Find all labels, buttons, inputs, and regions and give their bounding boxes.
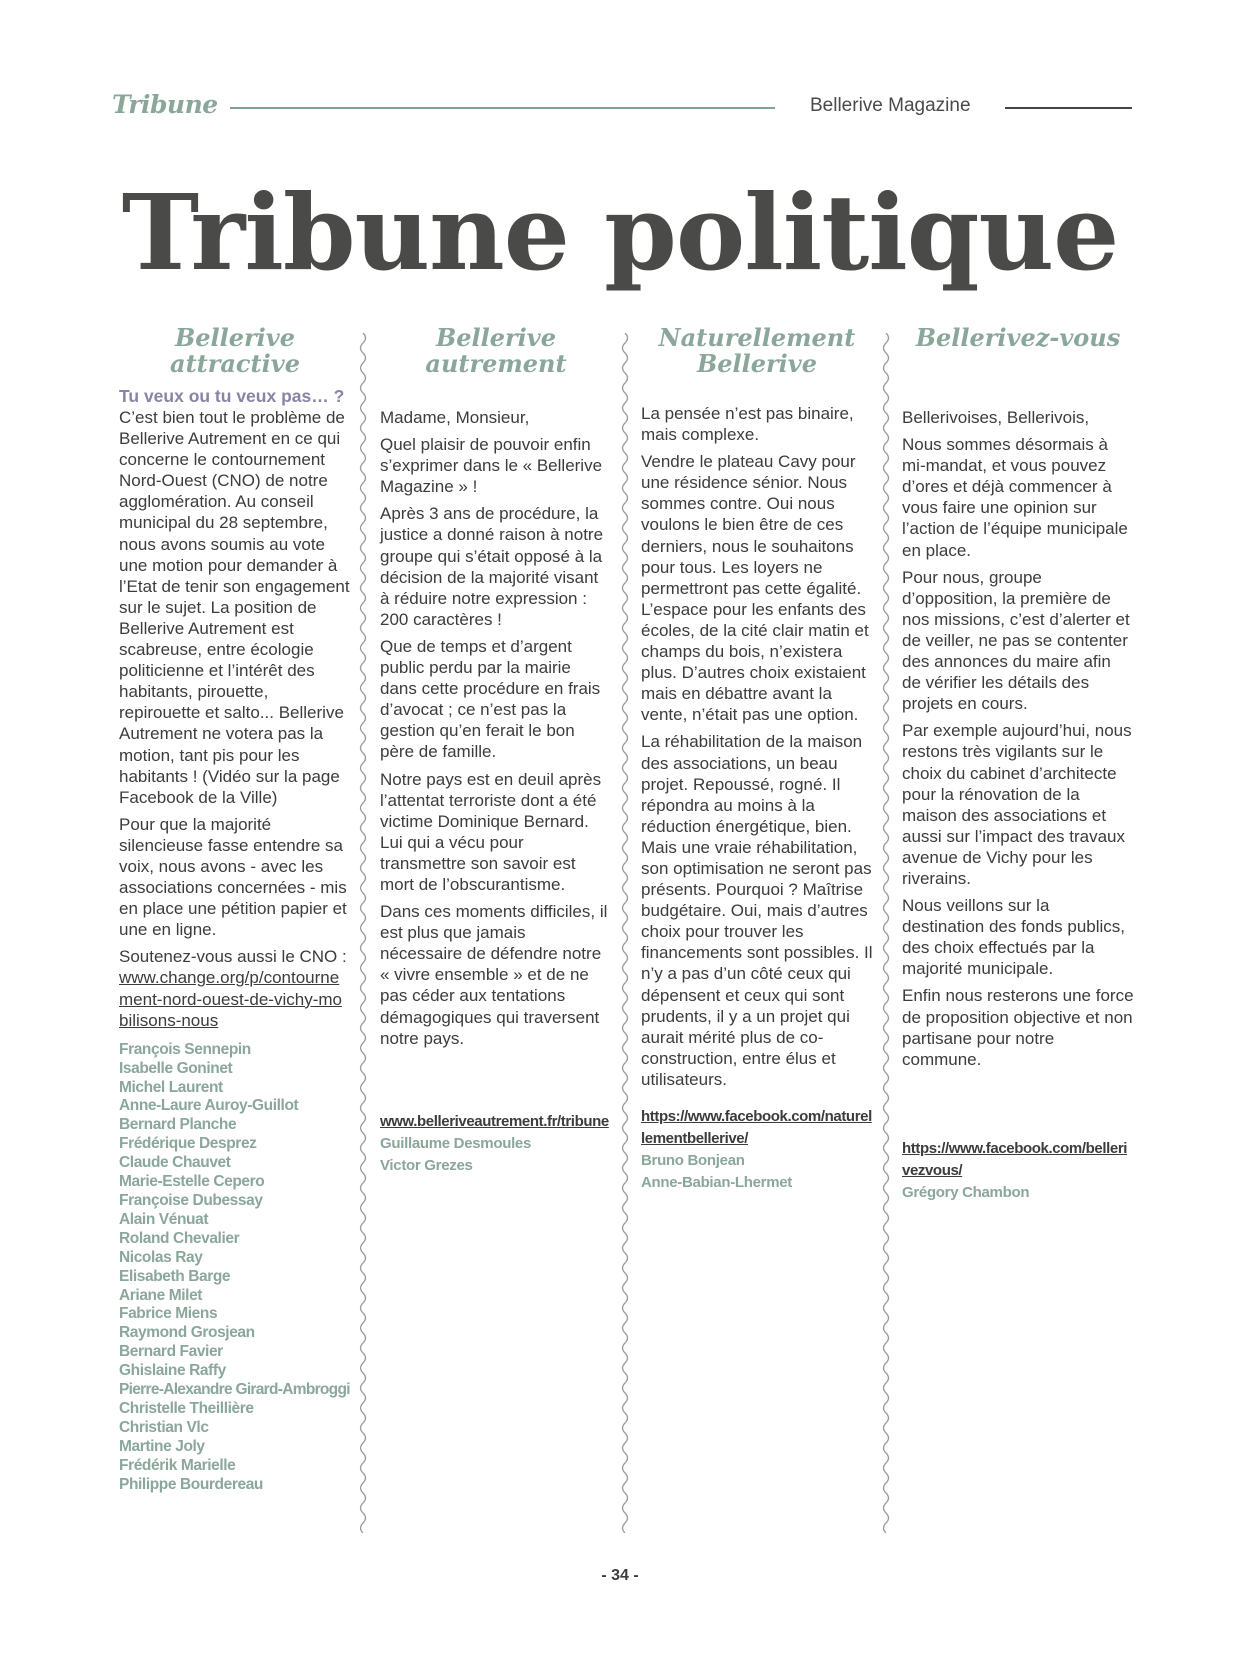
signatory: Françoise Dubessay [119,1191,263,1209]
section-tag: Tribune [112,90,218,119]
paragraph: La réhabilitation de la maison des associations, un beau projet. Repoussé, rogné. Il répondra au moins à la réduction énergétique, bien. Mais une vraie réhabilitation, son optimisation ne seront pas présents. Pourquoi ? Maîtrise budgétaire. Oui, mais d’autres choix pour trouver les financements sont possibles. Il n’y a pas d’un côté ceux qui dépensent et ceux qui sont prudents, il y a un projet qui aurait mérité plus de co-construction, entre élus et utilisateurs. [641,732,873,1089]
paragraph: Quel plaisir de pouvoir enfin s’exprimer dans le « Bellerive Magazine » ! [380,435,603,497]
signatory: Christian Vlc [119,1418,209,1436]
column-body [380,407,612,1177]
paragraph: Que de temps et d’argent public perdu par la mairie dans cette procédure en frais d’avocat ; ce n’est pas la gestion qu’en ferait le bon père de famille. [380,636,601,762]
paragraph: Nous veillons sur la destination des fonds publics, des choix effectués par la majorité municipale. [902,896,1126,979]
paragraph: Pour nous, groupe d’opposition, la première de nos missions, c’est d’alerter et de veiller, ne pas se contenter des annonces du maire afin de vérifier les détails des projets en cours. [902,567,1130,714]
signatory: Martine Joly [119,1437,205,1455]
paragraph: Vendre le plateau Cavy pour une résidence sénior. Nous sommes contre. Oui nous voulons le bien être de ces derniers, nous le souhaitons pour tous. Les loyers ne permettront pas cette égalité. L’espace pour les enfants des écoles, de la cité clair matin et champs du bois, n’existera plus. D’autres choix existaient mais en débattre avant la vente, n’était pas une option. [641,452,869,725]
signatories-list [119,1041,351,1495]
signatory: Elisabeth Barge [119,1267,231,1285]
group-name: Bellerivez-vous [915,323,1121,352]
column-divider [356,333,370,1533]
signatory: Claude Chauvet [119,1154,231,1172]
paragraph: Enfin nous resterons une force de proposition objective et non partisane pour notre commune. [902,986,1134,1069]
signatory: Frédérique Desprez [119,1135,257,1153]
paragraph: Après 3 ans de procédure, la justice a donné raison à notre groupe qui s’était opposé à la décision de la majorité visant à réduire notre expression : 200 caractères ! [380,504,604,629]
group-name: Bellerive attractive [170,323,300,378]
signatory: Roland Chevalier [119,1229,240,1247]
signatory: Ariane Milet [119,1286,203,1304]
signatory: François Sennepin [119,1040,251,1058]
signatory: Victor Grezes [380,1156,473,1174]
signatory: Anne-Laure Auroy-Guillot [119,1097,299,1115]
column-bellerive-autrement [380,325,612,1177]
page-title: Tribune politique [121,171,1119,294]
column-naturellement-bellerive [641,325,873,1194]
signatory: Frédérik Marielle [119,1456,236,1474]
signatory: Isabelle Goninet [119,1059,233,1077]
column-bellerive-attractive [119,325,351,1494]
signatory: Alain Vénuat [119,1210,209,1228]
paragraph: Notre pays est en deuil après l’attentat terroriste dont a été victime Dominique Bernard. Lui qui a vécu pour transmettre son savoir est mort de l’obscurantisme. [380,769,602,894]
paragraph: La pensée n’est pas binaire, mais complexe. [641,404,854,445]
signatory: Raymond Grosjean [119,1324,255,1342]
support-paragraph [119,946,351,1030]
signature-block [380,1111,612,1177]
signature-block [641,1106,873,1194]
signatory: Nicolas Ray [119,1248,203,1266]
group-name: Naturellement Bellerive [658,323,856,378]
signatory: Grégory Chambon [902,1183,1030,1201]
signature-block [902,1138,1134,1204]
signatory: Pierre-Alexandre Girard-Ambroggi [119,1381,350,1399]
signatory: Fabrice Miens [119,1305,218,1323]
page-header [0,90,1240,130]
paragraph: C’est bien tout le problème de Bellerive Autrement en ce qui concerne le contournement Nord-Ouest (CNO) de notre agglomération. Au conseil municipal du 28 septembre, nous avons soumis au vote une motion pour demander à l’Etat de tenir son engagement sur le sujet. La position de Bellerive Autrement est scabreuse, entre écologie politicienne et l’intérêt des habitants, pirouette, repirouette et salto... Bellerive Autrement ne votera pas la motion, tant pis pour les habitants ! (Vidéo sur la page Facebook de la Ville) [119,408,350,807]
paragraph: Bellerivoises, Bellerivois, [902,408,1090,427]
signatory: Guillaume Desmoules [380,1134,532,1152]
column-body [119,385,351,1494]
column-bellerivez-vous [902,325,1134,1204]
signatory: Bruno Bonjean [641,1152,745,1169]
column-divider [618,333,632,1533]
page-number: - 34 - [601,1567,639,1584]
signatory: Ghislaine Raffy [119,1362,226,1380]
petition-link[interactable]: www.change.org/p/contournement-nord-ouest-de-vichy-mobilisons-nous [119,968,342,1030]
intro-question: Tu veux ou tu veux pas… ? [119,386,345,406]
header-rule-left [230,107,775,109]
signatory: Bernard Favier [119,1343,223,1361]
facebook-link[interactable]: https://www.facebook.com/naturellementbellerive/ [641,1108,872,1147]
paragraph: Pour que la majorité silencieuse fasse entendre sa voix, nous avons - avec les associations concernées - mis en place une pétition papier et une en ligne. [119,814,347,940]
support-text: Soutenez-vous aussi le CNO : [119,947,347,967]
magazine-name: Bellerive Magazine [810,95,971,116]
paragraph: Madame, Monsieur, [380,408,530,427]
signatory: Marie-Estelle Cepero [119,1173,265,1191]
signatory: Philippe Bourdereau [119,1475,263,1493]
group-name: Bellerive autrement [425,323,567,378]
header-rule-right [1005,107,1132,109]
signatory: Michel Laurent [119,1078,223,1096]
signatory: Bernard Planche [119,1116,237,1134]
column-body [641,403,873,1194]
paragraph: Nous sommes désormais à mi-mandat, et vous pouvez d’ores et déjà commencer à vous faire une opinion sur l’action de l’équipe municipale en place. [902,435,1128,560]
signatory: Christelle Theillière [119,1399,254,1417]
paragraph: Par exemple aujourd’hui, nous restons très vigilants sur le choix du cabinet d’architecte pour la rénovation de la maison des associations et aussi sur l’impact des travaux avenue de Vichy pour les riverains. [902,721,1132,888]
facebook-link[interactable]: https://www.facebook.com/bellerivezvous/ [902,1139,1128,1179]
column-body [902,407,1134,1204]
website-link[interactable]: www.belleriveautrement.fr/tribune [380,1112,609,1130]
paragraph: Dans ces moments difficiles, il est plus que jamais nécessaire de défendre notre « vivre ensemble » et de ne pas céder aux tentations démagogiques qui traversent notre pays. [380,902,608,1048]
signatory: Anne-Babian-Lhermet [641,1174,792,1191]
column-divider [879,333,893,1533]
